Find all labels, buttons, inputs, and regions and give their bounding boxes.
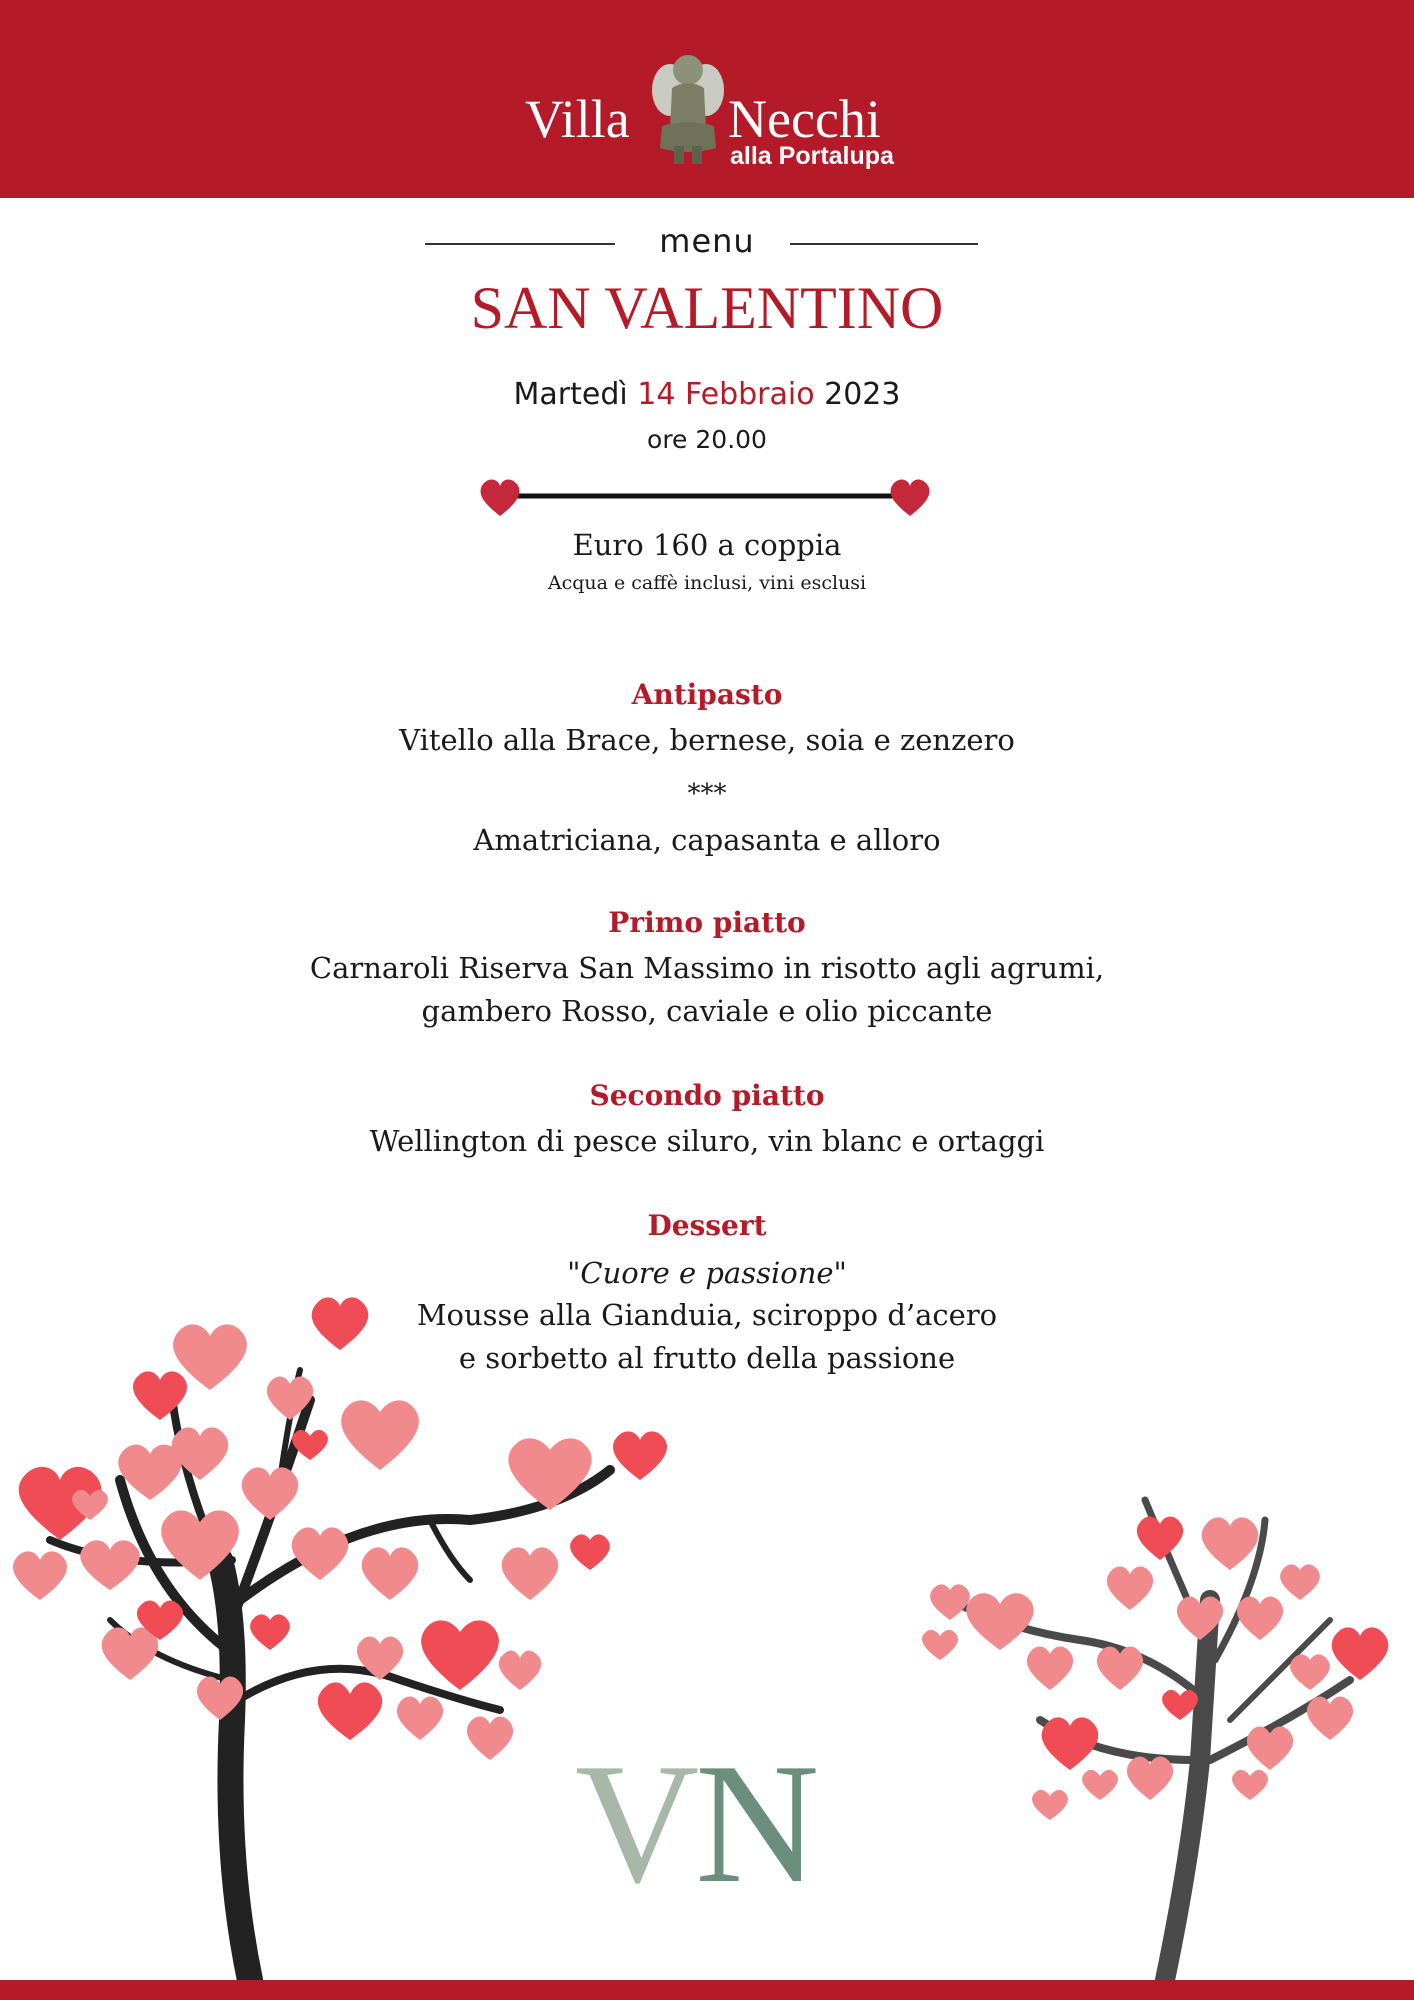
- heart-icon: [1107, 1567, 1153, 1610]
- date-day: Martedì: [513, 377, 628, 412]
- heart-icon: [1202, 1517, 1259, 1570]
- heart-icon: [362, 1547, 419, 1600]
- menu-label: menu: [659, 222, 755, 260]
- heart-icon: [1232, 1770, 1268, 1800]
- heart-icon: [1280, 1564, 1320, 1600]
- heart-icon: [13, 1551, 67, 1600]
- dessert-name: "Cuore e passione": [567, 1256, 847, 1290]
- heart-icon: [1162, 1690, 1198, 1720]
- heart-icon: [499, 1651, 541, 1690]
- logo-subtitle: alla Portalupa: [730, 142, 894, 170]
- heart-icon: [1247, 1727, 1293, 1770]
- price-note: Acqua e caffè inclusi, vini esclusi: [547, 572, 867, 594]
- date-year: 2023: [824, 377, 901, 412]
- heart-icon: [1237, 1597, 1283, 1640]
- dish-secondo-line1: Wellington di pesce siluro, vin blanc e ortaggi: [369, 1124, 1045, 1158]
- heart-icon: [341, 1400, 419, 1470]
- heart-icon: [930, 1584, 970, 1620]
- heart-icon: [508, 1438, 591, 1510]
- dish-dessert-line2: e sorbetto al frutto della passione: [458, 1341, 956, 1375]
- heart-icon: [292, 1527, 349, 1580]
- course-title-antipasto: Antipasto: [631, 678, 783, 711]
- dish-antipasto-1: Vitello alla Brace, bernese, soia e zenzero: [399, 723, 1015, 757]
- heart-icon: [1127, 1757, 1173, 1800]
- course-title-secondo: Secondo piatto: [589, 1079, 825, 1112]
- heart-icon: [502, 1547, 559, 1600]
- logo-word-necchi: Necchi: [728, 89, 881, 149]
- heart-icon: [292, 1430, 328, 1460]
- price: Euro 160 a coppia: [572, 528, 842, 562]
- event-time: ore 20.00: [647, 425, 767, 454]
- heart-icon: [1032, 1790, 1068, 1820]
- heart-icon: [172, 1427, 229, 1480]
- dish-dessert-line1: Mousse alla Gianduia, sciroppo d’acero: [416, 1298, 998, 1332]
- logo-word-villa: Villa: [525, 89, 630, 149]
- heart-icon: [1290, 1654, 1330, 1690]
- course-title-primo: Primo piatto: [608, 906, 806, 939]
- heart-icon: [1137, 1517, 1183, 1560]
- heart-icon: [80, 1540, 140, 1590]
- heart-icon: [397, 1697, 443, 1740]
- heart-icon: [1042, 1717, 1099, 1770]
- heart-icon: [966, 1593, 1033, 1650]
- heart-icon: [318, 1682, 382, 1740]
- heart-icon: [1027, 1647, 1073, 1690]
- footer-band: [0, 1980, 1414, 2000]
- dish-primo-line2: gambero Rosso, caviale e olio piccante: [421, 994, 993, 1028]
- heart-icon: [312, 1297, 369, 1350]
- monogram-n: N: [695, 1729, 816, 1919]
- monogram-v: V: [575, 1729, 696, 1919]
- heart-icon: [613, 1431, 667, 1480]
- heart-icon: [922, 1630, 958, 1660]
- course-title-dessert: Dessert: [647, 1209, 767, 1242]
- heart-icon: [1332, 1627, 1389, 1680]
- heart-icon: [1307, 1697, 1353, 1740]
- vn-monogram: [575, 1729, 816, 1919]
- dish-primo-line1: Carnaroli Riserva San Massimo in risotto agli agrumi,: [309, 951, 1105, 985]
- heart-icon: [467, 1717, 513, 1760]
- page-title: SAN VALENTINO: [470, 275, 944, 341]
- heart-icon: [1082, 1770, 1118, 1800]
- course-separator: ***: [687, 779, 727, 809]
- heart-icon: [421, 1620, 499, 1690]
- heart-icon: [133, 1371, 187, 1420]
- heart-icon: [570, 1534, 610, 1570]
- dish-antipasto-2: Amatriciana, capasanta e alloro: [473, 823, 941, 857]
- heart-icon: [250, 1614, 290, 1650]
- date-day-month: 14 Febbraio: [637, 377, 815, 412]
- heart-icon: [242, 1467, 299, 1520]
